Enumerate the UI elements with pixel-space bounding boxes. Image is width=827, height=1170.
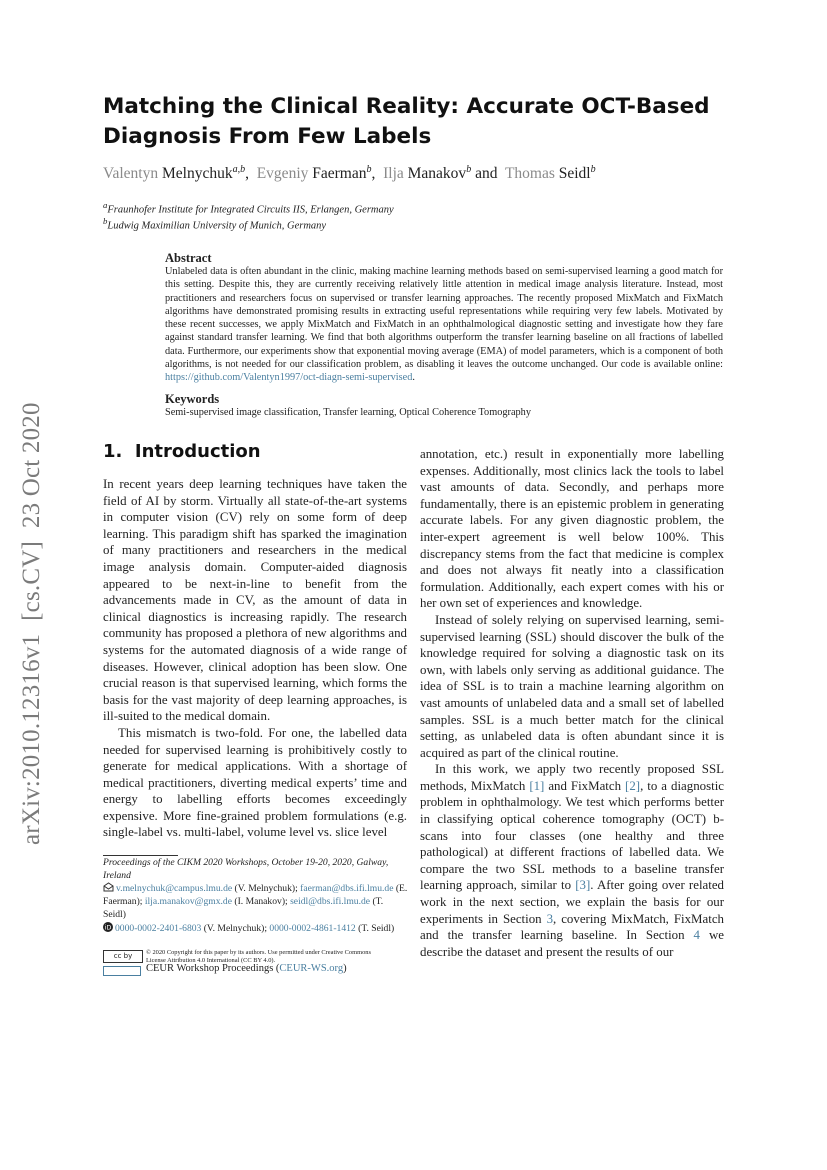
paragraph: In this work, we apply two recently proposed SSL methods, MixMatch [1] and FixMatch [2], to a diagnostic problem in ophthalmology. We test which performs better in classifying optical coherence tomography (OCT) b-scans into four classes (one healthy and three pathological) at different fractions of labelled data. We compare the two SSL methods to a baseline transfer learning approach, similar to [3]. After going over related work in the next section, we explain the basis for our experiments in Section 3, covering MixMatch, FixMatch and the transfer learning baseline. In Section 4 we describe the dataset and present the results of our (420, 762, 725, 959)
paragraph: Instead of solely relying on supervised learning, semi-supervised learning (SSL) should discover the bulk of the knowledge required for solving a diagnostic task on its own, with labels only serving as additional guidance. The idea of SSL is to train a machine learning algorithm on vast amounts of unlabeled data and a small set of labelled samples. SSL is a much better match for the clinical setting, as unlabeled data is often abundant since it is acquired as part of the clinical routine. (420, 612, 724, 760)
paragraph: In recent years deep learning techniques have taken the field of AI by storm. Virtually all state-of-the-art systems in computer vision (CV) rely on some form of deep learning. This paradigm shift has sparked the imagination of many practitioners and researchers in the medical image analysis domain. Computer-aided diagnosis appeared to be next-in-line to benefit from the advancements made in CV, as the amount of data in clinical diagnostics is increasing rapidly. The research community has proposed a plethora of new algorithms and systems for the automated diagnosis of a wide range of diseases. However, clinical adoption has been slow. One crucial reason is that supervised learning, which forms the basis for the vast majority of deep learning approaches, is ill-suited to the medical domain. (103, 477, 407, 724)
ceur-note: CEUR Workshop Proceedings (CEUR-WS.org) (146, 963, 347, 974)
footnote (103, 857, 408, 935)
affiliation: $^b$Ludwig Maximilian University of Munich, Germany (103, 216, 327, 232)
affiliation: $^a$Fraunhofer Institute for Integrated Circuits IIS, Erlangen, Germany (103, 200, 394, 216)
orcid-line: iD 0000-0002-2401-6803 (V. Melnychuk); 0000-0002-4861-1412 (T. Seidl) (104, 922, 395, 934)
footnote-rule (103, 855, 178, 856)
email-line: v.melnychuk@campus.lmu.de (V. Melnychuk); faerman@dbs.ifi.lmu.de (E. Faerman); ilja.manakov@gmx.de (I. Manakov); seidl@dbs.ifi.lmu.de (T. Seidl) (103, 883, 408, 920)
paper-title: Matching the Clinical Reality: Accurate OCT-Based Diagnosis From Few Labels (103, 94, 710, 149)
arxiv-identifier: arXiv:2010.12316v1 [cs.CV] 23 Oct 2020 (18, 402, 45, 845)
left-column (103, 476, 407, 841)
section-ref-link[interactable]: 4 (693, 928, 700, 943)
citation-link[interactable]: [3] (575, 878, 591, 893)
citation-link[interactable]: [2] (625, 778, 641, 793)
email-link[interactable]: faerman@dbs.ifi.lmu.de (300, 883, 394, 895)
author-list (103, 164, 596, 183)
email-link[interactable]: ilja.manakov@gmx.de (144, 896, 232, 908)
email-link[interactable]: v.melnychuk@campus.lmu.de (116, 883, 233, 895)
code-link[interactable]: https://github.com/Valentyn1997/oct-diagn-semi-supervised (165, 372, 413, 384)
orcid-link[interactable]: 0000-0002-4861-1412 (269, 922, 356, 934)
author: Thomas Seidl$^b$ (504, 164, 596, 183)
section-heading: 1. Introduction (103, 441, 261, 462)
keywords-heading: Keywords (165, 392, 220, 406)
cc-by-icon: cc by (103, 950, 143, 963)
copyright-note: © 2020 Copyright for this paper by its authors. Use permitted under Creative Commons License Attribution 4.0 International (CC BY 4.0). (146, 949, 371, 964)
abstract-heading: Abstract (165, 251, 212, 265)
keywords-text: Semi-supervised image classification, Transfer learning, Optical Coherence Tomography (165, 407, 531, 418)
email-link[interactable]: seidl@dbs.ifi.lmu.de (290, 896, 371, 908)
paragraph: This mismatch is two-fold. For one, the labelled data needed for supervised learning is prohibitively costly to generate for medical applications. With a shortage of medical practitioners, diverting medical experts’ time and energy to labelling efforts becomes exceedingly expensive. More fine-grained problem formulations (e.g. single-label vs. multi-label, volume level vs. slice level (103, 725, 407, 840)
author: Ilja Manakov$^b$ and (383, 164, 498, 183)
orcid-icon (103, 922, 113, 932)
ceur-logo-icon (103, 966, 141, 976)
citation-link[interactable]: [1] (529, 778, 545, 793)
paragraph: annotation, etc.) result in exponentially more labelling expenses. Additionally, most clinics lack the tools to label vast amounts of data. Secondly, and perhaps more fundamentally, there is an epistemic problem in generating accurate labels. For any given diagnostic problem, the inter-expert agreement is well below 100%. This discrepancy stems from the fact that medicine is complex and does not always fit neatly into a classification formulation. Additionally, each expert comes with his or her own set of experiences and knowledge. (420, 447, 724, 611)
envelope-icon (103, 882, 114, 892)
ceur-link[interactable]: CEUR-WS.org (279, 963, 344, 974)
orcid-link[interactable]: 0000-0002-2401-6803 (115, 922, 202, 934)
abstract-text: Unlabeled data is often abundant in the clinic, making machine learning methods based on semi-supervised learning a good match for this setting. Despite this, they are currently receiving relatively little attention in medical image analysis literature. Instead, most practitioners and researchers focus on supervised or transfer learning approaches. The recently proposed MixMatch and FixMatch algorithms have demonstrated promising results in extracting useful representations while requiring very few labels. Motivated by these recent successes, we apply MixMatch and FixMatch in an ophthalmological diagnostic setting and investigate how they fare against standard transfer learning. We find that both algorithms outperform the transfer learning baseline on all fractions of labelled data. Furthermore, our experiments show that exponential moving average (EMA) of model parameters, which is a component of both algorithms, is not needed for our classification problem, as disabling it leaves the outcome unchanged. Our code is available online: https://github.com/Valentyn1997/oct-diagn-semi-supervised. (165, 266, 723, 384)
proceedings-note: Proceedings of the CIKM 2020 Workshops, October 19-20, 2020, Galway, Ireland (103, 857, 389, 881)
author: Valentyn Melnychuk$^{a,b}$, (103, 164, 249, 183)
right-column (420, 446, 724, 960)
svg-text:iD: iD (104, 923, 112, 932)
section-ref-link[interactable]: 3 (546, 911, 554, 926)
author: Evgeniy Faerman$^b$, (256, 164, 376, 183)
